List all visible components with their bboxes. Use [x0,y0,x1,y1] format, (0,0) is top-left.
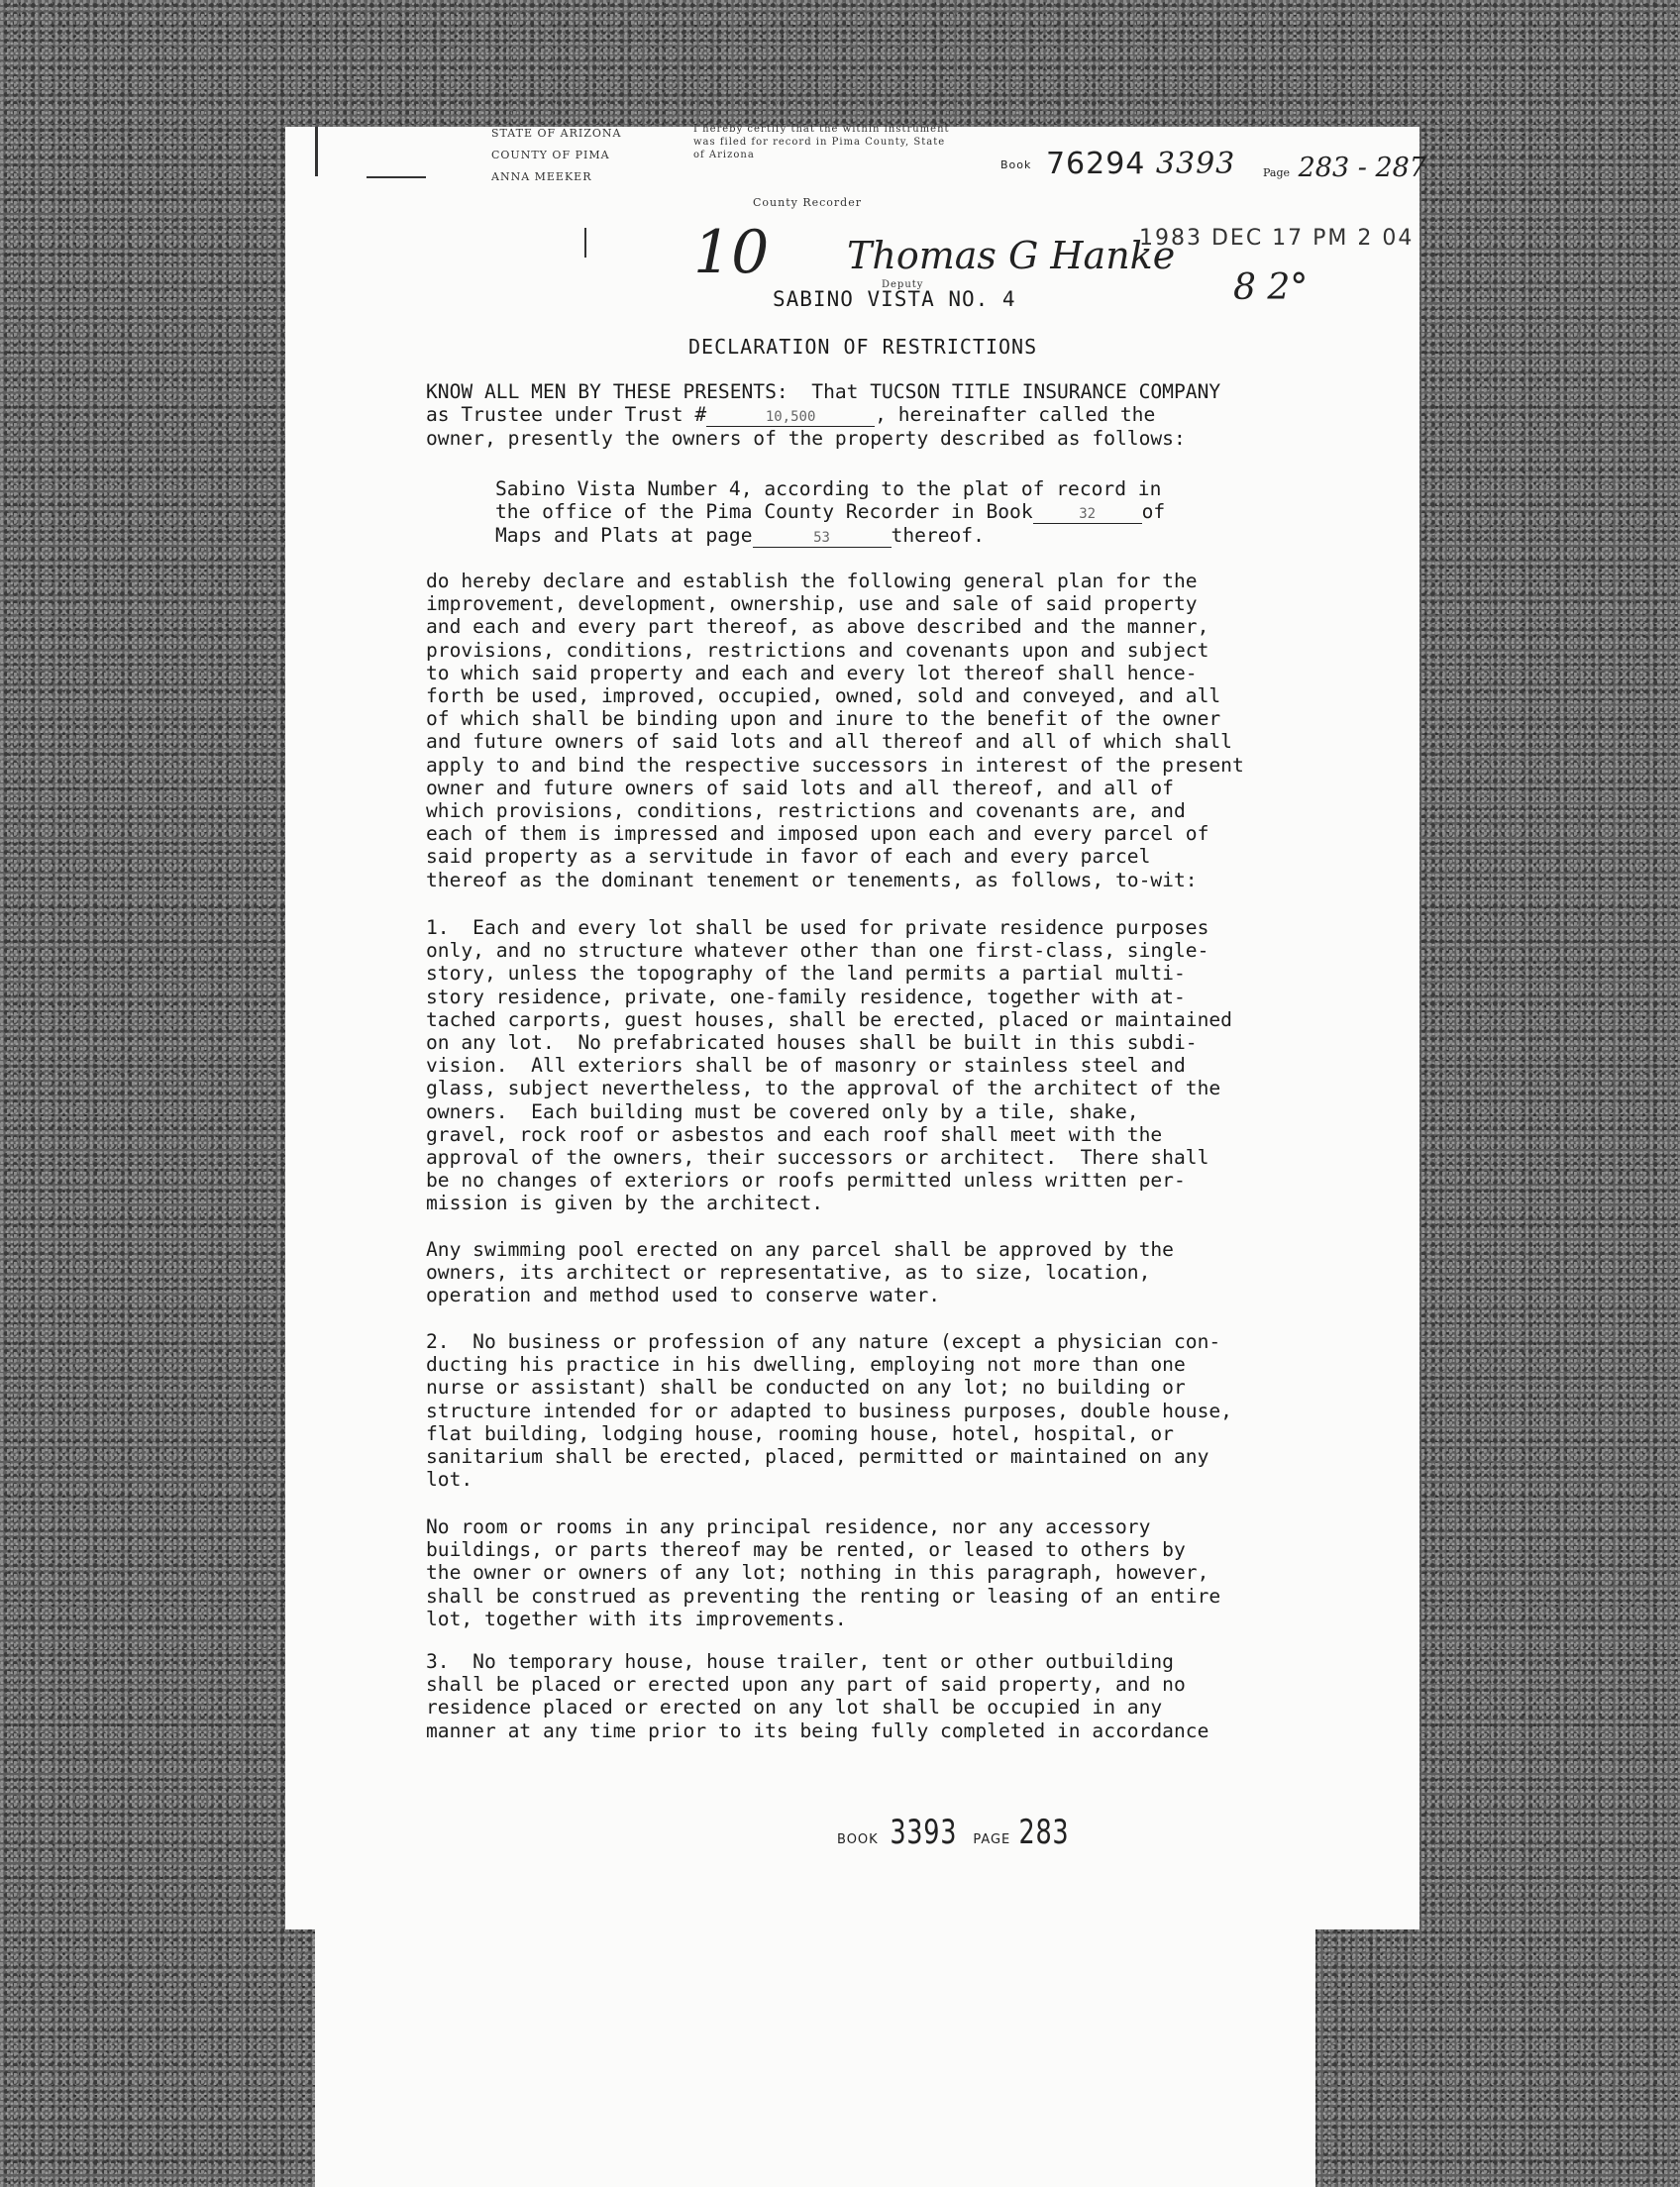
desc-line-3a: Maps and Plats at page [495,524,753,548]
declaration-paragraph: do hereby declare and establish the following general plan for the improvement, development, ownership, use and sale of said property and each and every part thereof, as above described and the manner, provisions, conditions, restrictions and covenants upon and subject to which said property and each and every lot thereof shall hence- forth be used, improved, occupied, owned, sold and conveyed, and all of which shall be binding upon and inure to the benefit of the owner and future owners of said lots and all thereof and all of which shall apply to and bind the respective successors in interest of the present owner and future owners of said lots and all thereof, and all of which provisions, conditions, restrictions and covenants are, and each of them is impressed and imposed upon each and every parcel of said property as a servitude in favor of each and every parcel thereof as the dominant tenement or tenements, as follows, to-wit: [426,570,1244,891]
document-page-bottom [315,1927,1315,2187]
restriction-2: 2. No business or profession of any nature (except a physician con- ducting his practice in his dwelling, employing not more than one nurse or assistant) shall be conducted on any lot; no building or structure intended for or adapted to business purposes, double house, flat building, lodging house, rooming house, hotel, hospital, or sanitarium shall be erected, placed, permitted or maintained on any lot. [426,1330,1232,1492]
signature: Thomas G Hanke [847,234,1176,277]
stamp-county-recorder: County Recorder [753,196,862,209]
pages-range [1263,153,1426,183]
docket-number [1000,147,1235,181]
swimming-pool-paragraph: Any swimming pool erected on any parcel shall be approved by the owners, its architect or representative, as to size, location, operation and method used to conserve water. [426,1238,1174,1307]
footer-page-label: PAGE [973,1832,1011,1847]
footer-book-page [837,1813,1078,1852]
footer-page-number: 283 [1018,1813,1070,1852]
subdivision-name: SABINO VISTA NO. 4 [773,287,1016,311]
docket-number-value: 76294 [1045,147,1146,181]
page-label: Page [1263,166,1291,179]
fee-handwritten: 8 2° [1233,267,1309,308]
book-label: Book [1000,158,1032,171]
intro-line-3: owner, presently the owners of the property described as follows: [426,427,1186,451]
document-title: DECLARATION OF RESTRICTIONS [688,335,1038,359]
margin-mark [315,127,318,176]
intro-line-2a: as Trustee under Trust # [426,403,707,427]
signature-initials: 10 [693,218,770,287]
intro-paragraph [426,380,1407,450]
plat-book-field: 32 [1033,505,1142,524]
stamp-deputy-label: Deputy [882,279,924,290]
margin-tick [584,228,586,258]
plat-page-field: 53 [753,529,892,548]
restriction-1: 1. Each and every lot shall be used for private residence purposes only, and no structure whatever other than one first-class, single- story, unless the topography of the land permits a partial multi- story residence, private, one-family residence, together with at- tached carports, guest houses, shall be erected, placed or maintained on any lot. No prefabricated houses shall be built in this subdi- vision. All exteriors shall be of masonry or stainless steel and glass, subject nevertheless, to the approval of the architect of the owners. Each building must be covered only by a tile, shake, gravel, rock roof or asbestos and each roof shall meet with the approval of the owners, their successors or architect. There shall be no changes of exteriors or roofs permitted unless written per- mission is given by the architect. [426,916,1232,1215]
stamp-state: STATE OF ARIZONA [491,127,622,140]
stamp-certify-text: I hereby certify that the within instrument was filed for record in Pima County, State of Arizona [693,124,950,160]
footer-book-label: BOOK [837,1832,879,1847]
desc-line-3b: thereof. [891,524,985,548]
rooms-paragraph: No room or rooms in any principal residence, nor any accessory buildings, or parts thereof may be rented, or leased to others by the owner or owners of any lot; nothing in this paragraph, however, shall be construed as preventing the renting or leasing of an entire lot, together with its improvements. [426,1515,1221,1630]
desc-line-2a: the office of the Pima County Recorder in Book [495,500,1033,524]
pages-handwritten: 283 - 287 [1298,153,1426,183]
stamp-recorder-name: ANNA MEEKER [491,170,592,183]
desc-line-2b: of [1141,500,1166,524]
trust-number-field: 10,500 [706,408,875,427]
docket-handwritten: 3393 [1155,147,1236,181]
desc-line-1: Sabino Vista Number 4, according to the plat of record in [495,477,1162,500]
intro-line-2b: , hereinafter called the [875,403,1156,427]
intro-line-1: KNOW ALL MEN BY THESE PRESENTS: That TUCSON TITLE INSURANCE COMPANY [426,380,1221,403]
property-description [495,477,1387,548]
restriction-3: 3. No temporary house, house trailer, tent or other outbuilding shall be placed or erected upon any part of said property, and no residence placed or erected on any lot shall be occupied in any manner at any time prior to its being fully completed in accordance [426,1650,1209,1742]
footer-book-number: 3393 [890,1813,957,1852]
stamp-county: COUNTY OF PIMA [491,149,610,161]
margin-dash [367,176,426,178]
date-stamp: 1983 DEC 17 PM 2 04 [1139,226,1415,251]
